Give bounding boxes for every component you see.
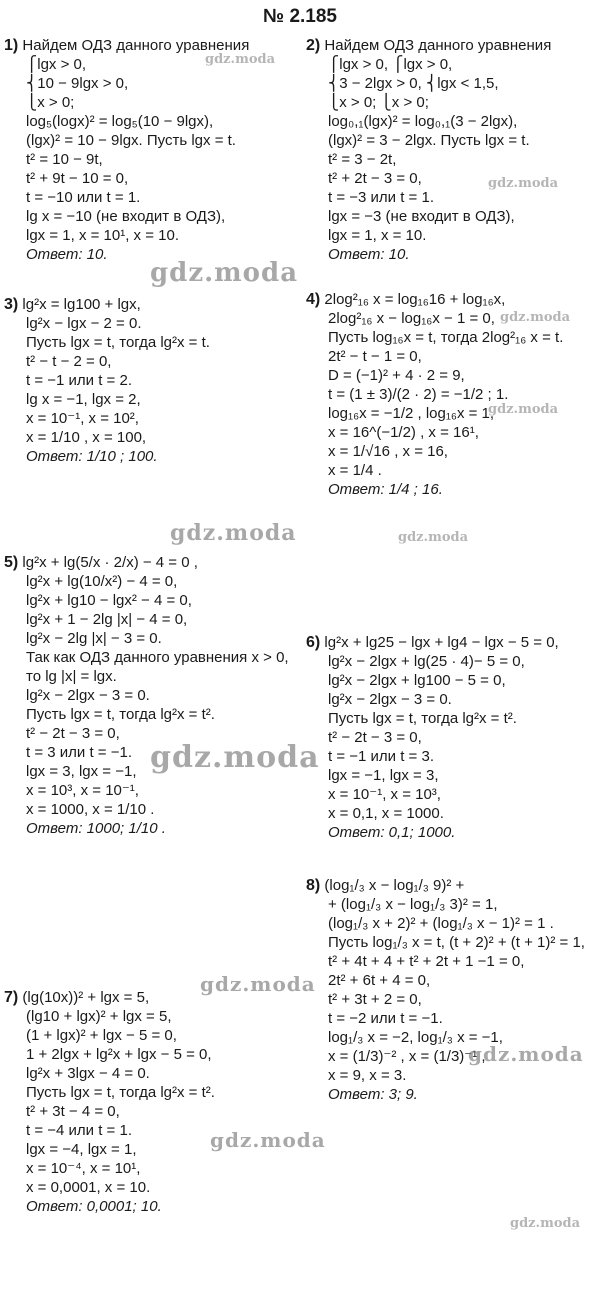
line-text: t² + 4t + 4 + t² + 2t + 1 −1 = 0,	[328, 953, 525, 970]
line-text: Найдем ОДЗ данного уравнения	[324, 37, 552, 54]
solution-line	[306, 785, 598, 804]
watermark: gdz.moda	[468, 1042, 584, 1066]
solution-line	[306, 1009, 598, 1028]
solution-line	[306, 112, 598, 131]
solution-line	[4, 553, 304, 572]
line-text: t = −1 или t = 3.	[328, 748, 434, 765]
line-text: lg x = −10 (не входит в ОДЗ),	[26, 208, 226, 225]
solution-line	[306, 131, 598, 150]
line-text: (lgx)² = 3 − 2lgx. Пусть lgx = t.	[328, 132, 530, 149]
line-text: lg²x − 2lgx + lg100 − 5 = 0,	[328, 672, 506, 689]
line-text: x = 0,1, x = 1000.	[328, 805, 444, 822]
solution-line	[4, 781, 304, 800]
line-text: lgx = 1, x = 10¹, x = 10.	[26, 227, 180, 244]
line-text: 2t² − t − 1 = 0,	[328, 348, 422, 365]
solution-line	[4, 629, 304, 648]
line-text: t² + 9t − 10 = 0,	[26, 170, 129, 187]
answer-line	[306, 823, 598, 842]
solution-line	[306, 461, 598, 480]
solution-p6	[306, 633, 598, 842]
line-text: t = −10 или t = 1.	[26, 189, 141, 206]
solution-line	[306, 633, 598, 652]
solution-line	[4, 371, 304, 390]
solution-line	[306, 914, 598, 933]
line-text: lgx = 1, x = 10.	[328, 227, 427, 244]
line-text: t² − 2t − 3 = 0,	[328, 729, 422, 746]
solution-line	[306, 442, 598, 461]
solution-line	[306, 423, 598, 442]
line-text: x = 10⁻⁴, x = 10¹,	[26, 1160, 141, 1177]
watermark: gdz.moda	[488, 176, 559, 191]
solution-line	[306, 93, 598, 112]
line-text: t² + 3t − 4 = 0,	[26, 1103, 120, 1120]
line-text: ⎧lgx > 0, ⎧lgx > 0,	[328, 56, 453, 73]
solution-line	[4, 1083, 304, 1102]
line-text: x = 10³, x = 10⁻¹,	[26, 782, 139, 799]
line-text: ⎨3 − 2lgx > 0, ⎨lgx < 1,5,	[328, 75, 499, 92]
watermark: gdz.moda	[510, 1216, 581, 1231]
solution-p8	[306, 876, 598, 1104]
solution-line	[306, 766, 598, 785]
line-text: Пусть lgx = t, тогда lg²x = t.	[26, 334, 210, 351]
solution-line	[4, 1026, 304, 1045]
line-text: lg²x = lg100 + lgx,	[22, 296, 141, 313]
solution-line	[4, 648, 304, 667]
solution-line	[4, 131, 304, 150]
line-text: ⎨10 − 9lgx > 0,	[26, 75, 129, 92]
line-text: t = −2 или t = −1.	[328, 1010, 443, 1027]
line-text: x = 1000, x = 1/10 .	[26, 801, 155, 818]
solution-line	[4, 226, 304, 245]
solution-line	[306, 671, 598, 690]
line-text: log₅(logx)² = log₅(10 − 9lgx),	[26, 113, 214, 130]
problem-label: 1)	[4, 37, 19, 54]
line-text: то lg |x| = lgx.	[26, 668, 117, 685]
line-text: t² = 10 − 9t,	[26, 151, 103, 168]
line-text: t² = 3 − 2t,	[328, 151, 397, 168]
solution-line	[4, 1102, 304, 1121]
line-text: lg²x + lg(5/x · 2/x) − 4 = 0 ,	[22, 554, 198, 571]
solution-line	[4, 295, 304, 314]
solution-line	[306, 55, 598, 74]
line-text: t = (1 ± 3)/(2 · 2) = −1/2 ; 1.	[328, 386, 509, 403]
answer-line	[4, 819, 304, 838]
line-text: 2t² + 6t + 4 = 0,	[328, 972, 431, 989]
solution-line	[306, 74, 598, 93]
line-text: x = 9, x = 3.	[328, 1067, 407, 1084]
problem-label: 7)	[4, 989, 19, 1006]
solution-line	[306, 876, 598, 895]
answer-line	[306, 480, 598, 499]
line-text: + (log₁/₃ x − log₁/₃ 3)² = 1,	[328, 896, 498, 913]
solution-p3	[4, 295, 304, 466]
line-text: x = 1/4 .	[328, 462, 382, 479]
line-text: x = 10⁻¹, x = 10³,	[328, 786, 441, 803]
line-text: Ответ: 0,0001; 10.	[26, 1198, 162, 1215]
solution-line	[4, 1178, 304, 1197]
watermark: gdz.moda	[205, 52, 276, 67]
line-text: Найдем ОДЗ данного уравнения	[22, 37, 250, 54]
line-text: lg²x + lg10 − lgx² − 4 = 0,	[26, 592, 192, 609]
watermark: gdz.moda	[200, 972, 316, 996]
solution-line	[306, 652, 598, 671]
line-text: lg²x − lgx − 2 = 0.	[26, 315, 142, 332]
solution-line	[306, 1066, 598, 1085]
watermark: gdz.moda	[488, 402, 559, 417]
solution-line	[4, 150, 304, 169]
solution-line	[306, 290, 598, 309]
solution-line	[4, 610, 304, 629]
line-text: lgx = −3 (не входит в ОДЗ),	[328, 208, 515, 225]
answer-line	[306, 245, 598, 264]
line-text: x = 1/10 , x = 100,	[26, 429, 147, 446]
line-text: Ответ: 10.	[328, 246, 410, 263]
line-text: t = −3 или t = 1.	[328, 189, 434, 206]
line-text: ⎩x > 0; ⎩x > 0;	[328, 94, 429, 111]
answer-line	[4, 1197, 304, 1216]
solution-line	[4, 572, 304, 591]
answer-line	[4, 447, 304, 466]
solution-line	[4, 800, 304, 819]
line-text: 2log²₁₆ x − log₁₆x − 1 = 0,	[328, 310, 495, 327]
solution-line	[306, 328, 598, 347]
line-text: Ответ: 3; 9.	[328, 1086, 418, 1103]
line-text: (lgx)² = 10 − 9lgx. Пусть lgx = t.	[26, 132, 236, 149]
line-text: t² − 2t − 3 = 0,	[26, 725, 120, 742]
watermark: gdz.moda	[398, 530, 469, 545]
solution-line	[4, 686, 304, 705]
line-text: t² − t − 2 = 0,	[26, 353, 112, 370]
line-text: lg²x − 2lg |x| − 3 = 0.	[26, 630, 162, 647]
line-text: Ответ: 10.	[26, 246, 108, 263]
solution-line	[306, 895, 598, 914]
line-text: lg²x + lg25 − lgx + lg4 − lgx − 5 = 0,	[324, 634, 559, 651]
solution-line	[4, 1064, 304, 1083]
solution-line	[306, 952, 598, 971]
line-text: t = −1 или t = 2.	[26, 372, 132, 389]
line-text: t = 3 или t = −1.	[26, 744, 132, 761]
line-text: ⎧lgx > 0,	[26, 56, 87, 73]
line-text: lg²x + lg(10/x²) − 4 = 0,	[26, 573, 178, 590]
line-text: Пусть lgx = t, тогда lg²x = t².	[26, 1084, 215, 1101]
line-text: (log₁/₃ x + 2)² + (log₁/₃ x − 1)² = 1 .	[328, 915, 554, 932]
problem-label: 3)	[4, 296, 19, 313]
line-text: ⎩x > 0;	[26, 94, 75, 111]
line-text: 1 + 2lgx + lg²x + lgx − 5 = 0,	[26, 1046, 212, 1063]
watermark: gdz.moda	[150, 258, 299, 288]
line-text: x = 10⁻¹, x = 10²,	[26, 410, 139, 427]
solution-line	[306, 933, 598, 952]
solution-line	[306, 709, 598, 728]
solution-line	[306, 347, 598, 366]
line-text: lg x = −1, lgx = 2,	[26, 391, 141, 408]
solution-line	[306, 690, 598, 709]
solution-line	[4, 352, 304, 371]
line-text: D = (−1)² + 4 · 2 = 9,	[328, 367, 465, 384]
solution-line	[306, 971, 598, 990]
solution-line	[4, 112, 304, 131]
watermark: gdz.moda	[170, 520, 297, 546]
solution-p5	[4, 553, 304, 838]
line-text: Пусть lgx = t, тогда lg²x = t².	[26, 706, 215, 723]
line-text: log₀,₁(lgx)² = log₀,₁(3 − 2lgx),	[328, 113, 518, 130]
solution-p1	[4, 36, 304, 264]
solution-line	[306, 226, 598, 245]
line-text: Пусть lgx = t, тогда lg²x = t².	[328, 710, 517, 727]
line-text: (1 + lgx)² + lgx − 5 = 0,	[26, 1027, 177, 1044]
line-text: t = −4 или t = 1.	[26, 1122, 132, 1139]
solution-line	[306, 804, 598, 823]
solution-line	[4, 591, 304, 610]
answer-line	[306, 1085, 598, 1104]
line-text: log₁/₃ x = −2, log₁/₃ x = −1,	[328, 1029, 503, 1046]
line-text: Ответ: 1/10 ; 100.	[26, 448, 158, 465]
solution-line	[4, 428, 304, 447]
line-text: lg²x − 2lgx − 3 = 0.	[328, 691, 452, 708]
line-text: lg²x − 2lgx − 3 = 0.	[26, 687, 150, 704]
line-text: Ответ: 1000; 1/10 .	[26, 820, 166, 837]
line-text: (lg10 + lgx)² + lgx = 5,	[26, 1008, 172, 1025]
solution-line	[4, 93, 304, 112]
line-text: lg²x + 3lgx − 4 = 0.	[26, 1065, 150, 1082]
solution-line	[4, 188, 304, 207]
line-text: lgx = −1, lgx = 3,	[328, 767, 439, 784]
solution-line	[4, 705, 304, 724]
solution-line	[4, 409, 304, 428]
line-text: Ответ: 1/4 ; 16.	[328, 481, 443, 498]
solution-line	[4, 390, 304, 409]
solution-p7	[4, 988, 304, 1216]
solution-line	[4, 74, 304, 93]
line-text: lg²x − 2lgx + lg(25 · 4)− 5 = 0,	[328, 653, 525, 670]
solution-line	[306, 990, 598, 1009]
problem-label: 6)	[306, 634, 321, 651]
line-text: lgx = −4, lgx = 1,	[26, 1141, 137, 1158]
line-text: Ответ: 0,1; 1000.	[328, 824, 456, 841]
solution-line	[4, 1007, 304, 1026]
watermark: gdz.moda	[150, 740, 320, 775]
line-text: Пусть log₁/₃ x = t, (t + 2)² + (t + 1)² = 1,	[328, 934, 585, 951]
line-text: (log₁/₃ x − log₁/₃ 9)² +	[324, 877, 465, 894]
solution-line	[306, 728, 598, 747]
problem-label: 2)	[306, 37, 321, 54]
line-text: x = 0,0001, x = 10.	[26, 1179, 151, 1196]
problem-label: 8)	[306, 877, 321, 894]
solution-line	[306, 747, 598, 766]
line-text: lg²x + 1 − 2lg |x| − 4 = 0,	[26, 611, 188, 628]
problem-number: № 2.185	[262, 6, 337, 27]
watermark: gdz.moda	[210, 1128, 326, 1152]
solution-line	[4, 207, 304, 226]
solution-line	[4, 667, 304, 686]
line-text: Так как ОДЗ данного уравнения x > 0,	[26, 649, 289, 666]
solution-line	[4, 314, 304, 333]
solution-line	[4, 333, 304, 352]
problem-label: 5)	[4, 554, 19, 571]
solution-line	[306, 36, 598, 55]
line-text: log₁₆x = −1/2 , log₁₆x = 1,	[328, 405, 495, 422]
solution-line	[306, 366, 598, 385]
line-text: lgx = 3, lgx = −1,	[26, 763, 137, 780]
line-text: x = (1/3)⁻² , x = (1/3)⁻¹ ,	[328, 1048, 486, 1065]
solution-line	[306, 207, 598, 226]
line-text: Пусть log₁₆x = t, тогда 2log²₁₆ x = t.	[328, 329, 564, 346]
solution-line	[4, 1045, 304, 1064]
solution-p2	[306, 36, 598, 264]
line-text: x = 16^(−1/2) , x = 16¹,	[328, 424, 479, 441]
solution-line	[4, 1159, 304, 1178]
solution-line	[4, 169, 304, 188]
solution-line	[306, 150, 598, 169]
watermark: gdz.moda	[500, 310, 571, 325]
line-text: x = 1/√16 , x = 16,	[328, 443, 448, 460]
line-text: t² + 3t + 2 = 0,	[328, 991, 422, 1008]
line-text: t² + 2t − 3 = 0,	[328, 170, 422, 187]
problem-label: 4)	[306, 291, 321, 308]
line-text: (lg(10x))² + lgx = 5,	[22, 989, 150, 1006]
line-text: 2log²₁₆ x = log₁₆16 + log₁₆x,	[324, 291, 506, 308]
